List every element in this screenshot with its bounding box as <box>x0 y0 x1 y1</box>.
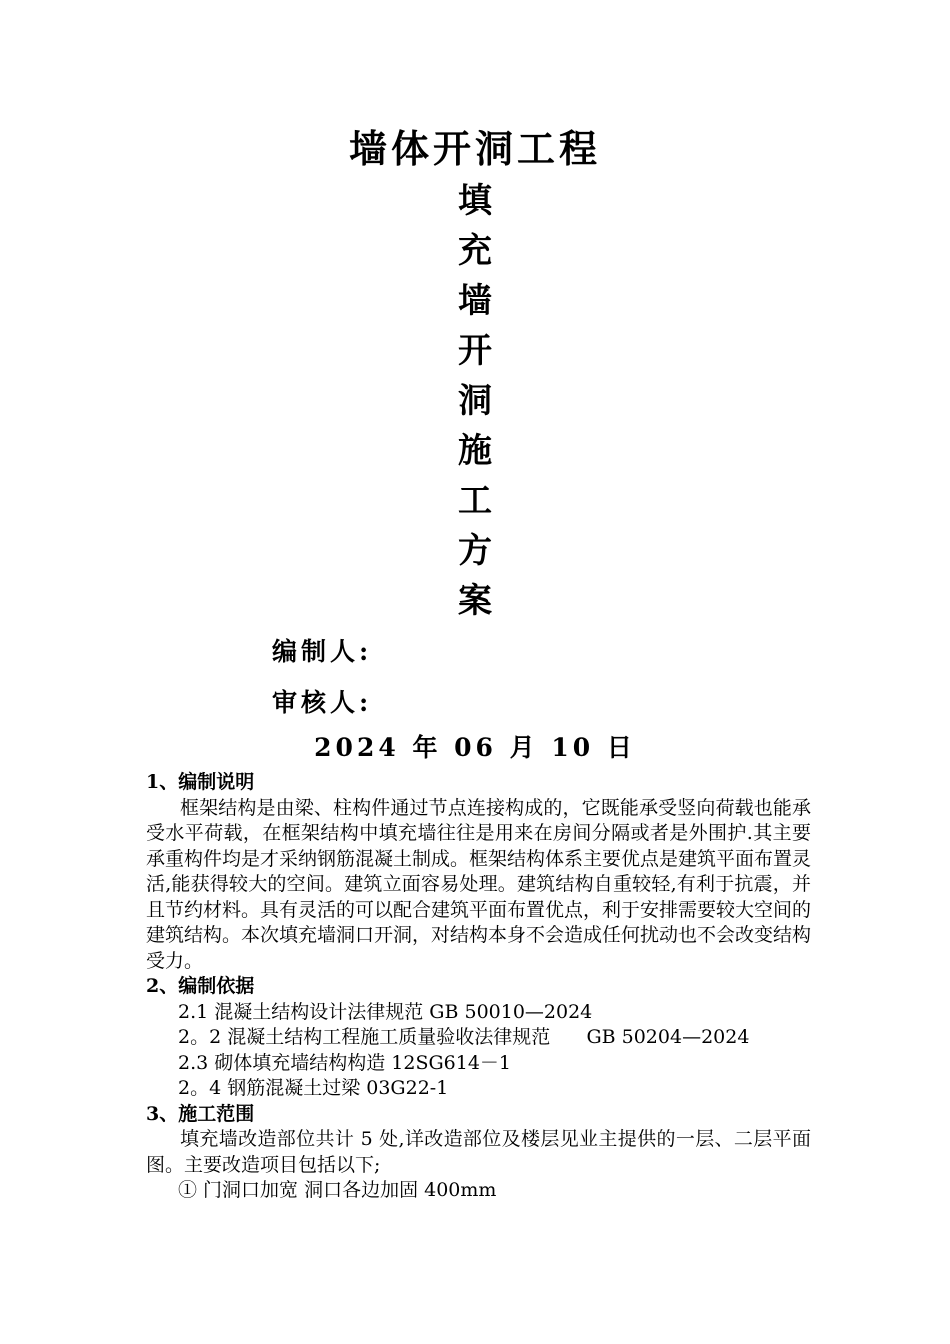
scope-item: ① 门洞口加宽 洞口各边加固 400mm <box>178 1179 497 1201</box>
reference-item: 2.1 混凝土结构设计法律规范 GB 50010—2024 <box>178 1000 593 1023</box>
section-paragraph: 填充墙改造部位共计 5 处,详改造部位及楼层见业主提供的一层、二层平面图。主要改造项目包括以下; <box>146 1128 811 1176</box>
section-paragraph: 框架结构是由梁、柱构件通过节点连接构成的，它既能承受竖向荷载也能承受水平荷载，在框架结构中填充墙往往是用来在房间分隔或者是外围护.其主要承重构件均是才采纳钢筋混凝土制成。框架结构体系主要优点是建筑平面布置灵活,能获得较大的空间。建筑立面容易处理。建筑结构自重较轻,有利于抗震，并且节约材料。具有灵活的可以配合建筑平面布置优点，利于安排需要较大空间的建筑结构。本次填充墙洞口开洞，对结构本身不会造成任何扰动也不会改变结构受力。 <box>146 796 812 972</box>
vertical-title <box>450 176 500 626</box>
reference-item: 2.3 砌体填充墙结构构造 12SG614－1 <box>178 1051 512 1074</box>
reviewer-label: 审核人: <box>272 688 373 717</box>
reference-item: 2。2 混凝土结构工程施工质量验收法律规范 GB 50204—2024 <box>178 1026 750 1048</box>
vertical-title-char: 方 <box>458 531 492 571</box>
document-title: 墙体开洞工程 <box>348 126 601 171</box>
vertical-title-char: 开 <box>458 331 492 371</box>
section-heading: 3、施工范围 <box>146 1102 255 1125</box>
section-heading: 1、编制说明 <box>146 771 255 793</box>
document-date: 2024 年 06 月 10 日 <box>314 733 636 762</box>
vertical-title-char: 墙 <box>458 281 492 321</box>
reference-item: 2。4 钢筋混凝土过梁 03G22-1 <box>178 1077 449 1099</box>
section-heading: 2、编制依据 <box>146 975 255 997</box>
vertical-title-char: 填 <box>458 181 492 221</box>
vertical-title-char: 案 <box>458 581 492 621</box>
vertical-title-char: 充 <box>458 231 492 271</box>
vertical-title-char: 洞 <box>458 381 492 421</box>
document-body <box>146 770 811 1204</box>
vertical-title-char: 施 <box>458 431 492 471</box>
editor-label: 编制人: <box>272 637 373 666</box>
vertical-title-char: 工 <box>458 481 492 521</box>
